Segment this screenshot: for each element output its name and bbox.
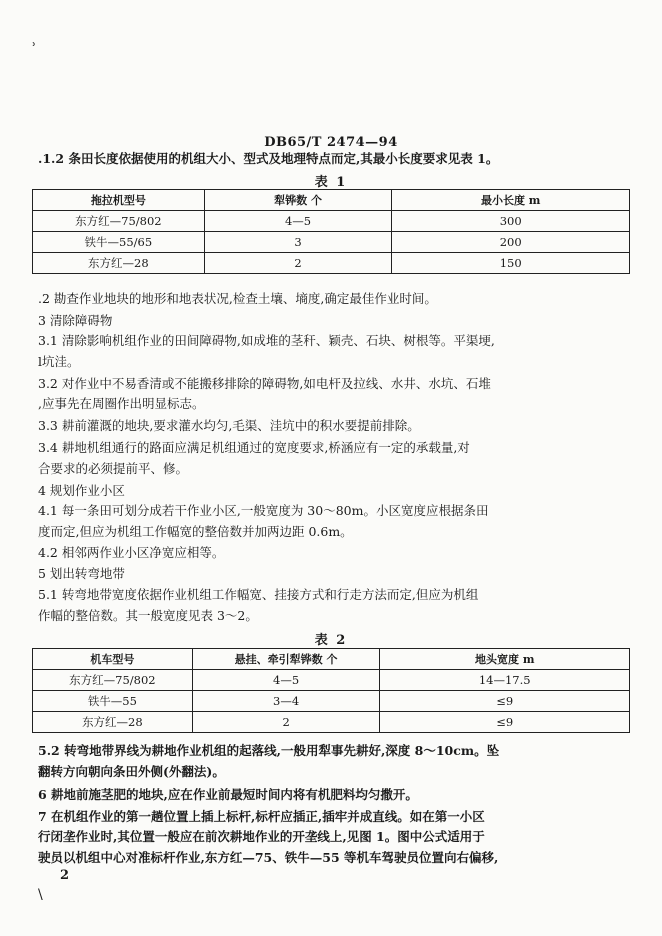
- table-row: [33, 253, 630, 274]
- table-cell: 200: [392, 232, 630, 253]
- document-header: DB65/T 2474—94: [264, 135, 398, 150]
- table-cell: 东方红—28: [33, 253, 205, 274]
- paragraph: 3.3 耕前灌溉的地块,要求灌水均匀,毛渠、洼坑中的积水要提前排除。: [38, 418, 420, 433]
- table-row: [33, 670, 630, 691]
- table-cell: 东方红—28: [33, 712, 193, 733]
- table2-header-cell: 机车型号: [33, 649, 193, 670]
- table-cell: 2: [204, 253, 392, 274]
- paragraph: .2 勘查作业地块的地形和地表状况,检查土壤、墒度,确定最佳作业时间。: [38, 291, 437, 306]
- table1-header-cell: 拖拉机型号: [33, 190, 205, 211]
- table-cell: ≤9: [380, 691, 630, 712]
- table-cell: 2: [192, 712, 380, 733]
- margin-mark-top: ʾ: [32, 41, 37, 57]
- table-cell: 铁牛—55/65: [33, 232, 205, 253]
- paragraph: 6 耕地前施茎肥的地块,应在作业前最短时间内将有机肥料均匀撒开。: [38, 787, 418, 802]
- table2-header-cell: 悬挂、牵引犁铧数 个: [192, 649, 380, 670]
- paragraph: l坑洼。: [38, 354, 80, 369]
- paragraph: 5.1 转弯地带宽度依据作业机组工作幅宽、挂接方式和行走方法而定,但应为机组: [38, 587, 479, 602]
- table-cell: 3—4: [192, 691, 380, 712]
- table-cell: 300: [392, 211, 630, 232]
- table2-header-cell: 地头宽度 m: [380, 649, 630, 670]
- table-cell: 3: [204, 232, 392, 253]
- paragraph: 5.2 转弯地带界线为耕地作业机组的起落线,一般用犁事先耕好,深度 8～10cm。坠: [38, 743, 500, 758]
- paragraph: 度而定,但应为机组工作幅宽的整倍数并加两边距 0.6m。: [38, 524, 353, 539]
- paragraph: 翻转方向朝向条田外侧(外翻法)。: [38, 764, 225, 779]
- table-row: [33, 211, 630, 232]
- table-row: [33, 712, 630, 733]
- table2: [32, 648, 630, 733]
- paragraph: ,应事先在周圈作出明显标志。: [38, 396, 205, 411]
- table1: [32, 189, 630, 274]
- table-cell: 东方红—75/802: [33, 211, 205, 232]
- table-cell: 东方红—75/802: [33, 670, 193, 691]
- section-heading: 5 划出转弯地带: [38, 566, 125, 581]
- table1-header-cell: 犁铧数 个: [204, 190, 392, 211]
- table-cell: 4—5: [204, 211, 392, 232]
- table-cell: 4—5: [192, 670, 380, 691]
- table-cell: 150: [392, 253, 630, 274]
- page-number: 2: [60, 868, 70, 883]
- table-cell: 铁牛—55: [33, 691, 193, 712]
- table-cell: 14—17.5: [380, 670, 630, 691]
- paragraph: 7 在机组作业的第一趟位置上插上标杆,标杆应插正,插牢并成直线。如在第一小区: [38, 809, 485, 824]
- margin-mark-bottom: \: [38, 887, 43, 903]
- paragraph: 行闭垄作业时,其位置一般应在前次耕地作业的开垄线上,见图 1。图中公式适用于: [38, 829, 485, 844]
- paragraph: 3.1 清除影响机组作业的田间障碍物,如成堆的茎秆、颖壳、石块、树根等。平渠埂,: [38, 333, 495, 348]
- table1-caption: 表 1: [314, 175, 348, 190]
- paragraph: 作幅的整倍数。其一般宽度见表 3～2。: [38, 608, 258, 623]
- paragraph: 4.1 每一条田可划分成若干作业小区,一般宽度为 30～80m。小区宽度应根据条田: [38, 503, 489, 518]
- paragraph: 3.4 耕地机组通行的路面应满足机组通过的宽度要求,桥涵应有一定的承载量,对: [38, 440, 470, 455]
- table1-header-cell: 最小长度 m: [392, 190, 630, 211]
- table2-header-row: [33, 649, 630, 670]
- paragraph: 驶员以机组中心对准标杆作业,东方红—75、铁牛—55 等机车驾驶员位置向右偏移,: [38, 850, 499, 865]
- section-heading: 4 规划作业小区: [38, 483, 125, 498]
- paragraph: 3.2 对作业中不易香清或不能搬移排除的障碍物,如电杆及拉线、水井、水坑、石堆: [38, 376, 491, 391]
- table-row: [33, 232, 630, 253]
- table2-caption: 表 2: [314, 633, 348, 648]
- paragraph: 合要求的必须提前平、修。: [38, 461, 189, 476]
- table-row: [33, 691, 630, 712]
- section-heading: 3 清除障碍物: [38, 313, 113, 328]
- paragraph: 4.2 相邻两作业小区净宽应相等。: [38, 545, 225, 560]
- table1-header-row: [33, 190, 630, 211]
- table-cell: ≤9: [380, 712, 630, 733]
- paragraph-4-1-2: .1.2 条田长度依据使用的机组大小、型式及地理特点而定,其最小长度要求见表 1。: [38, 151, 499, 166]
